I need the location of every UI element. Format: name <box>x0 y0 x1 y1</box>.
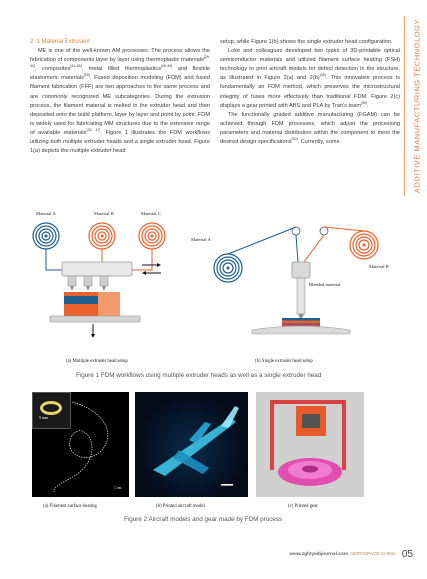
build-platform-left <box>50 316 140 322</box>
right-paragraph-1: setup, while Figure 1(b) shows the single extruder head configuration. <box>220 39 393 45</box>
figure2-sub-c: (c) Printed gear <box>288 504 318 509</box>
right-paragraph-2: Loke and colleagues developed two types of 3D-printable optical semiconductor materials and utilized filament surface heating (FSH) technology to print aircraft models for defect detection in the structure, as illustrated in Figure 2(a) and 2(b)[48]. This innovative process is fundamentally an FDM method, which preserves the microstructural integrity of fuses more effectively than traditional FDM. Figure 2(c) displays a gear printed with ABS and PLA by Tran's team[49]. <box>220 48 400 109</box>
photo-filament-heating <box>32 392 129 497</box>
figure2-sub-b: (b) Printed aircraft model <box>156 504 205 509</box>
printer-gear-icon <box>256 392 364 497</box>
spool-material-a-right <box>214 254 242 282</box>
scale-inset-label: 5 mm <box>39 416 48 420</box>
scale-main-label: 1 cm <box>114 486 122 490</box>
label-material-a-right: Material A <box>191 237 211 242</box>
figure2-sub-a: (a) Filament surface heating <box>43 504 97 509</box>
left-paragraph-1: ME is one of the well-known AM processes. The process allows the fabrication of components layer by layer using thermoplastic materials[29-40], composites[41-45], metal filled thermoplastics[46-49] and flexible elastomeric materials[50]. Fused deposition modeling (FDM) and fused filament fabrication (FFF) are two approaches to the same process and are commonly recognized ME subcategories. During the extrusion process, the filament material is melted in the extruder head and then deposited onto the build platform, layer by layer and point by point. FDM is widely used for fabricating MM structures due to the extensive range of available materials[23, 47]. Figure 1 illustrates the FDM workflows utilizing both multiple extruder heads and a single extruder head. Figure 1(a) depicts the multiple extruder head <box>30 48 211 155</box>
label-material-a: Material A <box>36 211 56 216</box>
section-heading: 2. 1 Material Extrusion <box>30 39 90 45</box>
right-paragraph-3: The functionally graded additive manufacturing (FGAM) can be achieved through FDM processes, which adjust the processing parameters and material distribution within the component to meet the desired design specifications[50]. Currently, some <box>220 111 400 146</box>
label-material-b-right: Material B <box>369 264 389 269</box>
filament-trace-icon <box>32 392 129 497</box>
spool-material-b-right <box>350 231 378 259</box>
spool-material-a <box>33 223 59 249</box>
figure1-sub-b: (b) Single extruder head setup <box>255 359 313 364</box>
multi-extruder-head <box>62 262 132 291</box>
photo-aircraft-model <box>135 392 248 497</box>
single-extruder-head <box>292 262 310 320</box>
footer-url: www.zghtywbjournal.com <box>289 552 349 557</box>
page-number: 05 <box>401 549 413 560</box>
figure2-caption: Figure 2 Aircraft models and gear made by FDM process <box>124 516 283 523</box>
label-blended-material: Blended material <box>309 282 341 287</box>
figure1-caption: Figure 1 FDM workflows using multiple extruder heads as well as a single extruder head <box>76 372 322 379</box>
figure1-sub-a: (a) Multiple extruder head setup <box>66 359 128 364</box>
aircraft-icon <box>135 392 248 497</box>
multi-material-part <box>64 292 120 316</box>
page-footer <box>289 549 413 560</box>
spool-material-b <box>89 223 115 249</box>
spool-material-c <box>139 223 165 249</box>
sidebar-label-text: ADDITIVE MANUFACTURING TECHNOLOGY <box>412 18 422 194</box>
photo-printed-gear <box>256 392 364 497</box>
label-material-b: Material B <box>94 211 114 216</box>
footer-journal: AEROSPACE CHINA <box>350 552 396 557</box>
platform-down-arrow-icon <box>91 324 95 338</box>
label-material-c: Material C <box>141 211 161 216</box>
build-platform-right <box>252 326 350 334</box>
